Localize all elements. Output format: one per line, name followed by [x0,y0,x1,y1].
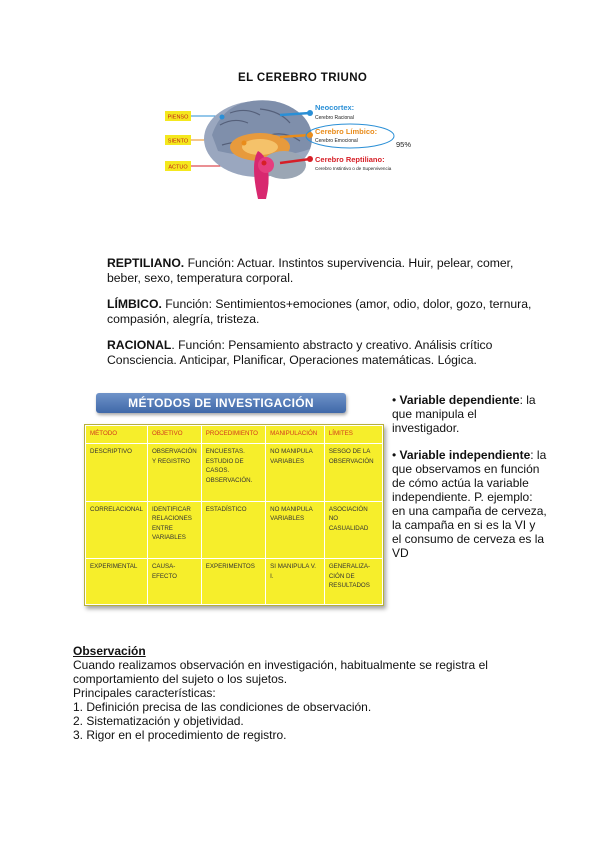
variable-independiente [392,448,547,560]
paragraph-reptiliano [107,256,537,286]
table-cell: NO MANIPULA VARIABLES [266,501,325,559]
table-cell: CORRELACIONAL [86,501,148,559]
percent-label: 95% [396,140,412,149]
observacion-heading: Observación [73,644,146,658]
bullet: • [392,448,400,462]
paragraph-text: . Función: Pensamiento abstracto y creativo. Análisis crítico Consciencia. Anticipar, Planificar, Operaciones matemáticas. Lógica. [107,338,493,367]
bullet: • [392,393,400,407]
table-header-row [86,426,383,444]
variable-head: Variable dependiente [399,393,520,407]
paragraph-limbico [107,297,537,327]
triune-brain-diagram [160,95,420,207]
table-header: LÍMITES [324,426,382,444]
observacion-section [73,644,553,742]
variable-dependiente [392,393,547,435]
methods-table [84,424,384,606]
page-title: EL CEREBRO TRIUNO [238,72,368,84]
callout-reptiliano: Cerebro Reptiliano: [315,155,385,164]
table-row [86,559,383,605]
table-cell: ASOCIACIÓN NO CASUALIDAD [324,501,382,559]
table-cell: SESGO DE LA OBSERVACIÓN [324,444,382,502]
paragraph-text: Función: Actuar. Instintos supervivencia. Huir, pelear, comer, beber, sexo, temperatura corporal. [107,256,514,285]
observacion-line: 2. Sistematización y objetividad. [73,714,244,728]
table-header: MÉTODO [86,426,148,444]
table-cell: NO MANIPULA VARIABLES [266,444,325,502]
table-cell: DESCRIPTIVO [86,444,148,502]
table-cell: IDENTIFICAR RELACIONES ENTRE VARIABLES [147,501,201,559]
label-pienso: PIENSO [167,114,189,121]
paragraph-racional [107,338,537,368]
table-cell: ESTADÍSTICO [201,501,265,559]
callout-neocortex-sub: Cerebro Racional [315,115,354,121]
methods-title: MÉTODOS DE INVESTIGACIÓN [96,393,346,413]
observacion-line: Principales características: [73,686,216,700]
label-siento: SIENTO [167,138,189,145]
paragraph-head: RACIONAL [107,338,172,352]
table-cell: CAUSA-EFECTO [147,559,201,605]
paragraph-head: LÍMBICO. [107,297,162,311]
table-header: MANIPULACIÓN [266,426,325,444]
table-cell: EXPERIMENTAL [86,559,148,605]
table-row [86,444,383,502]
table-row [86,501,383,559]
variable-head: Variable independiente [399,448,531,462]
callout-neocortex: Neocortex: [315,103,355,112]
table-cell: ENCUESTAS. ESTUDIO DE CASOS. OBSERVACIÓN. [201,444,265,502]
observacion-line: 3. Rigor en el procedimiento de registro. [73,728,287,742]
callout-limbico: Cerebro Límbico: [315,127,378,136]
variable-text: : la que observamos en función de cómo actúa la variable independiente. P. ejemplo: en una campaña de cerveza, la campaña en si es la VI y el consumo de cerveza es la VD [392,448,547,560]
paragraph-head: REPTILIANO. [107,256,185,270]
table-cell: GENERALIZA-CIÓN DE RESULTADOS [324,559,382,605]
table-cell: OBSERVACIÓN Y REGISTRO [147,444,201,502]
table-cell: SI MANIPULA V. I. [266,559,325,605]
observacion-line: Cuando realizamos observación en investigación, habitualmente se registra el comportamiento del sujeto o los sujetos. [73,658,488,686]
table-header: PROCEDIMIENTO [201,426,265,444]
callout-reptiliano-sub: Cerebro Instintivo o de Supervivencia [315,166,392,171]
label-actuo: ACTUO [168,164,188,171]
table-header: OBJETIVO [147,426,201,444]
callout-limbico-sub: Cerebro Emocional [315,138,358,144]
table-cell: EXPERIMENTOS [201,559,265,605]
variable-text: : la que manipula el investigador. [392,393,536,435]
observacion-line: 1. Definición precisa de las condiciones de observación. [73,700,372,714]
paragraph-text: Función: Sentimientos+emociones (amor, odio, dolor, gozo, ternura, compasión, alegría, tristeza. [107,297,532,326]
